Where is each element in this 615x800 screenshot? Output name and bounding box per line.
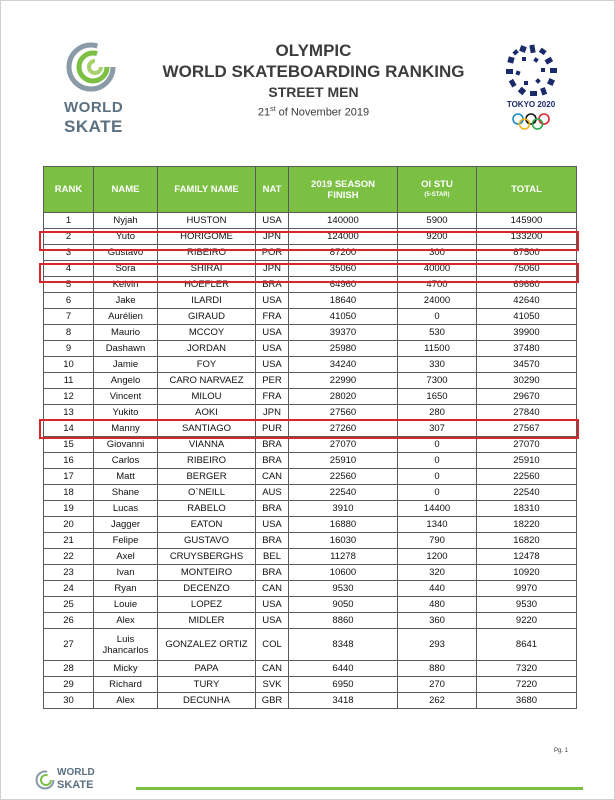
cell-name: Alex	[94, 613, 158, 629]
tokyo-2020-emblem	[496, 43, 566, 133]
cell-name: Alex	[94, 693, 158, 709]
cell-total: 39900	[477, 325, 577, 341]
cell-nat: JPN	[256, 405, 289, 421]
cell-name: Nyjah	[94, 213, 158, 229]
cell-total: 10920	[477, 565, 577, 581]
ranking-table	[43, 166, 577, 709]
cell-name: Kelvin	[94, 277, 158, 293]
cell-oi-stu: 307	[398, 421, 477, 437]
cell-family-name: SANTIAGO	[158, 421, 256, 437]
logo-text-skate: SKATE	[64, 117, 123, 136]
title-line-2: WORLD SKATEBOARDING RANKING	[162, 62, 465, 81]
cell-oi-stu: 880	[398, 661, 477, 677]
cell-rank: 13	[44, 405, 94, 421]
cell-rank: 4	[44, 261, 94, 277]
table-row	[44, 581, 577, 597]
cell-nat: USA	[256, 213, 289, 229]
cell-total: 7220	[477, 677, 577, 693]
cell-season-finish: 25910	[289, 453, 398, 469]
cell-rank: 29	[44, 677, 94, 693]
table-row	[44, 597, 577, 613]
cell-season-finish: 64960	[289, 277, 398, 293]
table-row	[44, 437, 577, 453]
cell-season-finish: 22560	[289, 469, 398, 485]
cell-oi-stu: 480	[398, 597, 477, 613]
cell-season-finish: 3910	[289, 501, 398, 517]
cell-family-name: TURY	[158, 677, 256, 693]
table-row	[44, 693, 577, 709]
cell-total: 42640	[477, 293, 577, 309]
logo-text-world: WORLD	[64, 99, 124, 116]
cell-family-name: MONTEIRO	[158, 565, 256, 581]
cell-total: 9970	[477, 581, 577, 597]
cell-rank: 20	[44, 517, 94, 533]
table-row	[44, 405, 577, 421]
cell-oi-stu: 5900	[398, 213, 477, 229]
tokyo-2020-logo-icon	[496, 43, 566, 133]
cell-oi-stu: 530	[398, 325, 477, 341]
cell-family-name: O`NEILL	[158, 485, 256, 501]
cell-rank: 3	[44, 245, 94, 261]
cell-season-finish: 39370	[289, 325, 398, 341]
cell-family-name: LOPEZ	[158, 597, 256, 613]
cell-family-name: GIRAUD	[158, 309, 256, 325]
cell-season-finish: 27560	[289, 405, 398, 421]
document-date: 21st of November 2019	[257, 106, 370, 119]
table-row	[44, 661, 577, 677]
cell-nat: COL	[256, 629, 289, 661]
cell-oi-stu: 4700	[398, 277, 477, 293]
table-row	[44, 325, 577, 341]
cell-family-name: MCCOY	[158, 325, 256, 341]
cell-name: Jagger	[94, 517, 158, 533]
cell-oi-stu: 300	[398, 245, 477, 261]
cell-name: Ivan	[94, 565, 158, 581]
cell-total: 145900	[477, 213, 577, 229]
table-row	[44, 261, 577, 277]
cell-season-finish: 6440	[289, 661, 398, 677]
cell-total: 8641	[477, 629, 577, 661]
cell-total: 9220	[477, 613, 577, 629]
cell-total: 22540	[477, 485, 577, 501]
table-row	[44, 229, 577, 245]
document-header	[141, 41, 486, 121]
cell-nat: PUR	[256, 421, 289, 437]
cell-name: Aurélien	[94, 309, 158, 325]
title-line-3: STREET MEN	[268, 84, 359, 100]
cell-oi-stu: 0	[398, 469, 477, 485]
cell-name: Yukito	[94, 405, 158, 421]
cell-nat: CAN	[256, 469, 289, 485]
cell-oi-stu: 790	[398, 533, 477, 549]
cell-nat: PER	[256, 373, 289, 389]
page-number: Pg. 1	[554, 748, 569, 754]
cell-total: 75060	[477, 261, 577, 277]
cell-season-finish: 87200	[289, 245, 398, 261]
cell-name: Luis Jhancarlos	[94, 629, 158, 661]
column-header-family-name: FAMILY NAME	[158, 167, 256, 213]
cell-total: 27840	[477, 405, 577, 421]
cell-nat: FRA	[256, 309, 289, 325]
table-row	[44, 613, 577, 629]
table-row	[44, 629, 577, 661]
table-row	[44, 501, 577, 517]
cell-nat: USA	[256, 293, 289, 309]
cell-name: Giovanni	[94, 437, 158, 453]
cell-season-finish: 22990	[289, 373, 398, 389]
cell-rank: 2	[44, 229, 94, 245]
cell-nat: USA	[256, 341, 289, 357]
cell-season-finish: 27260	[289, 421, 398, 437]
table-row	[44, 549, 577, 565]
table-row	[44, 357, 577, 373]
cell-season-finish: 124000	[289, 229, 398, 245]
cell-total: 7320	[477, 661, 577, 677]
cell-rank: 21	[44, 533, 94, 549]
table-row	[44, 565, 577, 581]
cell-season-finish: 18640	[289, 293, 398, 309]
cell-rank: 7	[44, 309, 94, 325]
column-header-nat: NAT	[256, 167, 289, 213]
cell-season-finish: 16880	[289, 517, 398, 533]
world-skate-swirl-icon	[66, 39, 116, 94]
cell-name: Micky	[94, 661, 158, 677]
column-header-total: TOTAL	[477, 167, 577, 213]
world-skate-logo	[56, 39, 136, 139]
table-row	[44, 373, 577, 389]
cell-oi-stu: 330	[398, 357, 477, 373]
table-row	[44, 213, 577, 229]
cell-nat: USA	[256, 597, 289, 613]
cell-total: 12478	[477, 549, 577, 565]
cell-family-name: RABELO	[158, 501, 256, 517]
cell-total: 18220	[477, 517, 577, 533]
cell-nat: SVK	[256, 677, 289, 693]
cell-nat: JPN	[256, 229, 289, 245]
table-row	[44, 341, 577, 357]
cell-name: Carlos	[94, 453, 158, 469]
footer-world-skate-logo	[35, 766, 135, 796]
cell-season-finish: 34240	[289, 357, 398, 373]
cell-nat: AUS	[256, 485, 289, 501]
cell-family-name: RIBEIRO	[158, 453, 256, 469]
cell-name: Sora	[94, 261, 158, 277]
cell-season-finish: 25980	[289, 341, 398, 357]
cell-nat: CAN	[256, 661, 289, 677]
cell-nat: CAN	[256, 581, 289, 597]
table-row	[44, 245, 577, 261]
table-row	[44, 677, 577, 693]
cell-season-finish: 27070	[289, 437, 398, 453]
cell-total: 41050	[477, 309, 577, 325]
cell-family-name: BERGER	[158, 469, 256, 485]
cell-season-finish: 22540	[289, 485, 398, 501]
cell-rank: 8	[44, 325, 94, 341]
cell-name: Gustavo	[94, 245, 158, 261]
cell-oi-stu: 40000	[398, 261, 477, 277]
cell-total: 27070	[477, 437, 577, 453]
cell-name: Axel	[94, 549, 158, 565]
cell-family-name: MIDLER	[158, 613, 256, 629]
cell-season-finish: 35060	[289, 261, 398, 277]
cell-total: 9530	[477, 597, 577, 613]
cell-name: Vincent	[94, 389, 158, 405]
cell-family-name: ILARDI	[158, 293, 256, 309]
cell-oi-stu: 11500	[398, 341, 477, 357]
cell-nat: USA	[256, 357, 289, 373]
cell-name: Jamie	[94, 357, 158, 373]
footer-logo-text-world: WORLD	[57, 767, 95, 778]
cell-family-name: HORIGOME	[158, 229, 256, 245]
cell-family-name: GUSTAVO	[158, 533, 256, 549]
column-header-rank: RANK	[44, 167, 94, 213]
cell-oi-stu: 440	[398, 581, 477, 597]
column-header-name: NAME	[94, 167, 158, 213]
cell-nat: BRA	[256, 565, 289, 581]
cell-nat: USA	[256, 325, 289, 341]
cell-oi-stu: 7300	[398, 373, 477, 389]
cell-season-finish: 9050	[289, 597, 398, 613]
cell-oi-stu: 0	[398, 437, 477, 453]
cell-total: 87500	[477, 245, 577, 261]
cell-total: 69660	[477, 277, 577, 293]
cell-oi-stu: 1200	[398, 549, 477, 565]
cell-rank: 22	[44, 549, 94, 565]
cell-name: Ryan	[94, 581, 158, 597]
cell-total: 37480	[477, 341, 577, 357]
cell-season-finish: 41050	[289, 309, 398, 325]
table-row	[44, 309, 577, 325]
cell-name: Yuto	[94, 229, 158, 245]
cell-nat: BRA	[256, 277, 289, 293]
cell-total: 34570	[477, 357, 577, 373]
cell-total: 25910	[477, 453, 577, 469]
cell-name: Maurio	[94, 325, 158, 341]
table-row	[44, 517, 577, 533]
cell-name: Louie	[94, 597, 158, 613]
footer-divider	[136, 787, 583, 790]
cell-total: 29670	[477, 389, 577, 405]
cell-rank: 17	[44, 469, 94, 485]
cell-rank: 27	[44, 629, 94, 661]
cell-total: 133200	[477, 229, 577, 245]
cell-name: Dashawn	[94, 341, 158, 357]
table-header-row	[44, 167, 577, 213]
cell-rank: 10	[44, 357, 94, 373]
cell-rank: 6	[44, 293, 94, 309]
cell-oi-stu: 0	[398, 309, 477, 325]
cell-oi-stu: 14400	[398, 501, 477, 517]
column-header-oi-stu: OI STU (5-STAR)	[398, 167, 477, 213]
cell-family-name: CRUYSBERGHS	[158, 549, 256, 565]
cell-season-finish: 10600	[289, 565, 398, 581]
cell-name: Angelo	[94, 373, 158, 389]
table-row	[44, 533, 577, 549]
footer-swirl-icon	[35, 769, 55, 791]
cell-nat: POR	[256, 245, 289, 261]
tokyo-2020-label: TOKYO 2020	[506, 100, 556, 109]
cell-rank: 25	[44, 597, 94, 613]
cell-total: 27567	[477, 421, 577, 437]
table-row	[44, 293, 577, 309]
cell-rank: 9	[44, 341, 94, 357]
cell-rank: 19	[44, 501, 94, 517]
cell-total: 30290	[477, 373, 577, 389]
cell-family-name: AOKI	[158, 405, 256, 421]
table-row	[44, 469, 577, 485]
oi-stu-subtitle: (5-STAR)	[424, 191, 450, 198]
cell-nat: BRA	[256, 453, 289, 469]
cell-oi-stu: 24000	[398, 293, 477, 309]
cell-family-name: MILOU	[158, 389, 256, 405]
cell-season-finish: 8860	[289, 613, 398, 629]
cell-family-name: EATON	[158, 517, 256, 533]
cell-oi-stu: 360	[398, 613, 477, 629]
cell-name: Shane	[94, 485, 158, 501]
cell-season-finish: 16030	[289, 533, 398, 549]
cell-rank: 23	[44, 565, 94, 581]
cell-nat: USA	[256, 613, 289, 629]
table-row	[44, 421, 577, 437]
table-row	[44, 485, 577, 501]
cell-total: 16820	[477, 533, 577, 549]
cell-name: Jake	[94, 293, 158, 309]
cell-family-name: SHIRAI	[158, 261, 256, 277]
cell-season-finish: 11278	[289, 549, 398, 565]
ranking-table-body	[44, 213, 577, 709]
cell-nat: BRA	[256, 437, 289, 453]
cell-nat: USA	[256, 517, 289, 533]
cell-name: Felipe	[94, 533, 158, 549]
cell-season-finish: 8348	[289, 629, 398, 661]
cell-rank: 24	[44, 581, 94, 597]
table-row	[44, 277, 577, 293]
cell-name: Manny	[94, 421, 158, 437]
cell-oi-stu: 270	[398, 677, 477, 693]
cell-oi-stu: 0	[398, 453, 477, 469]
cell-family-name: RIBEIRO	[158, 245, 256, 261]
table-row	[44, 389, 577, 405]
cell-nat: JPN	[256, 261, 289, 277]
cell-name: Richard	[94, 677, 158, 693]
cell-family-name: GONZALEZ ORTIZ	[158, 629, 256, 661]
cell-rank: 30	[44, 693, 94, 709]
table-row	[44, 453, 577, 469]
cell-family-name: CARO NARVAEZ	[158, 373, 256, 389]
cell-rank: 12	[44, 389, 94, 405]
cell-rank: 11	[44, 373, 94, 389]
cell-season-finish: 6950	[289, 677, 398, 693]
cell-season-finish: 3418	[289, 693, 398, 709]
cell-oi-stu: 320	[398, 565, 477, 581]
cell-oi-stu: 1340	[398, 517, 477, 533]
column-header-season-finish: 2019 SEASON FINISH	[289, 167, 398, 213]
cell-oi-stu: 280	[398, 405, 477, 421]
cell-nat: BRA	[256, 501, 289, 517]
cell-rank: 18	[44, 485, 94, 501]
cell-name: Matt	[94, 469, 158, 485]
cell-name: Lucas	[94, 501, 158, 517]
cell-oi-stu: 262	[398, 693, 477, 709]
cell-oi-stu: 1650	[398, 389, 477, 405]
cell-rank: 1	[44, 213, 94, 229]
cell-total: 3680	[477, 693, 577, 709]
cell-family-name: HOEFLER	[158, 277, 256, 293]
cell-family-name: DECENZO	[158, 581, 256, 597]
title-line-1: OLYMPIC	[275, 41, 352, 60]
cell-nat: FRA	[256, 389, 289, 405]
cell-rank: 14	[44, 421, 94, 437]
cell-family-name: VIANNA	[158, 437, 256, 453]
cell-total: 18310	[477, 501, 577, 517]
cell-season-finish: 9530	[289, 581, 398, 597]
footer-logo-text-skate: SKATE	[57, 779, 94, 791]
cell-season-finish: 28020	[289, 389, 398, 405]
cell-rank: 5	[44, 277, 94, 293]
cell-oi-stu: 0	[398, 485, 477, 501]
cell-oi-stu: 293	[398, 629, 477, 661]
cell-nat: BEL	[256, 549, 289, 565]
cell-family-name: PAPA	[158, 661, 256, 677]
cell-nat: BRA	[256, 533, 289, 549]
cell-oi-stu: 9200	[398, 229, 477, 245]
cell-family-name: DECUNHA	[158, 693, 256, 709]
cell-nat: GBR	[256, 693, 289, 709]
cell-season-finish: 140000	[289, 213, 398, 229]
cell-family-name: HUSTON	[158, 213, 256, 229]
cell-family-name: FOY	[158, 357, 256, 373]
cell-rank: 28	[44, 661, 94, 677]
cell-rank: 16	[44, 453, 94, 469]
cell-total: 22560	[477, 469, 577, 485]
cell-rank: 15	[44, 437, 94, 453]
cell-rank: 26	[44, 613, 94, 629]
cell-family-name: JORDAN	[158, 341, 256, 357]
